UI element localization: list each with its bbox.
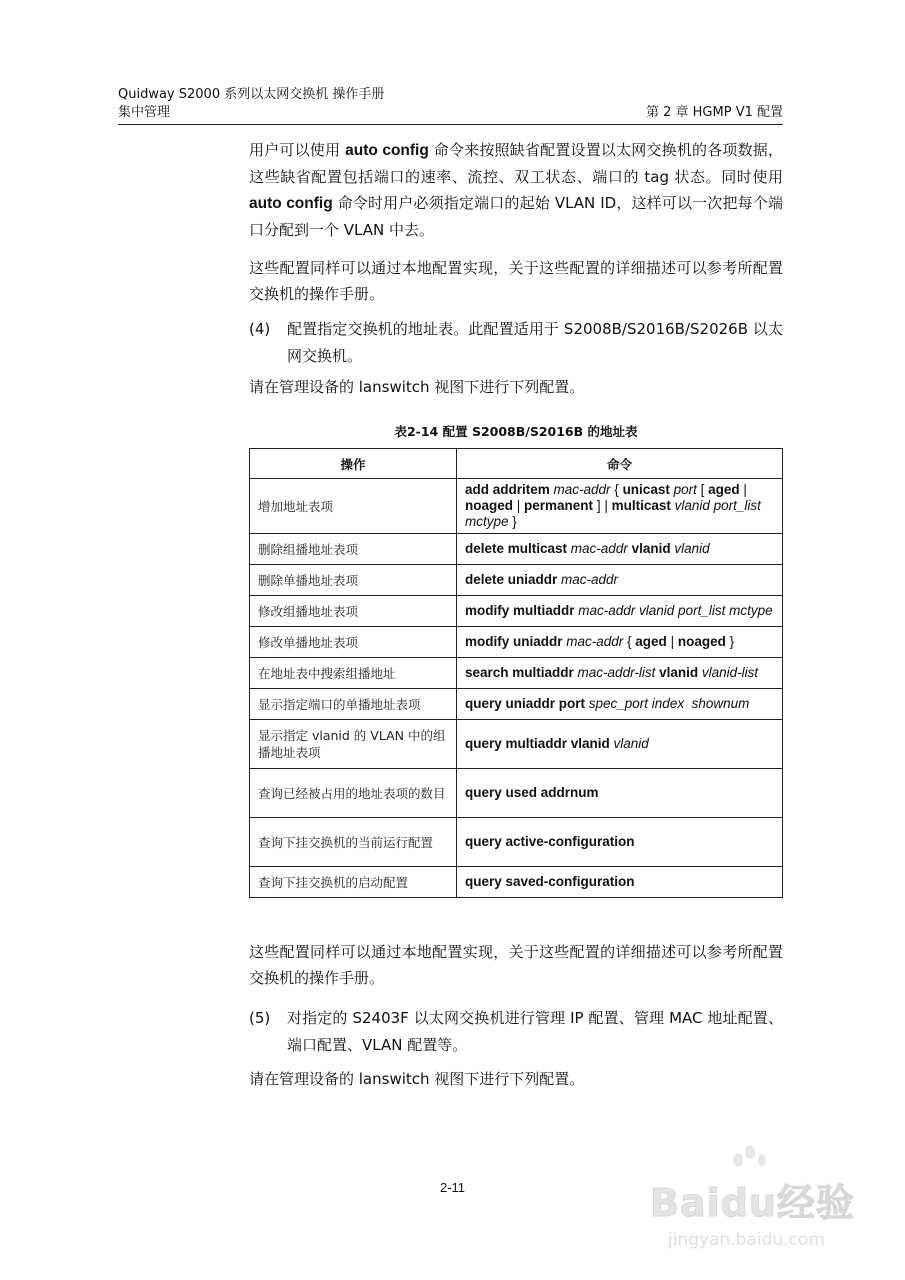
command-keyword: query used addrnum	[465, 785, 599, 800]
command-keyword: query saved-configuration	[465, 874, 635, 889]
table-row	[250, 769, 783, 818]
command-keyword: modify multiaddr	[465, 603, 575, 618]
numbered-item-5	[249, 1005, 783, 1059]
table-row	[250, 689, 783, 720]
command-keyword: query active-configuration	[465, 834, 635, 849]
table-row	[250, 720, 783, 769]
cell-operation: 删除组播地址表项	[250, 534, 457, 565]
command-syntax: ] |	[593, 498, 612, 513]
header-rule	[118, 124, 783, 125]
command-syntax: |	[513, 498, 525, 513]
item-text: 对指定的 S2403F 以太网交换机进行管理 IP 配置、管理 MAC 地址配置、端口配置、VLAN 配置等。	[287, 1009, 783, 1054]
cell-operation: 修改组播地址表项	[250, 596, 457, 627]
table-row	[250, 658, 783, 689]
command-argument: mac-addr vlanid port_list mctype	[574, 603, 773, 618]
watermark-url: jingyan.baidu.com	[668, 1230, 825, 1250]
watermark-brand: Baidu经验	[650, 1181, 855, 1225]
para1-text-1: 用户可以使用	[249, 141, 346, 159]
cell-operation: 显示指定端口的单播地址表项	[250, 689, 457, 720]
cell-command	[457, 818, 783, 867]
command-argument: vlanid-list	[698, 665, 759, 680]
cell-operation: 修改单播地址表项	[250, 627, 457, 658]
cell-operation: 查询已经被占用的地址表项的数目	[250, 769, 457, 818]
command-argument: spec_port index shownum	[585, 696, 750, 711]
command-keyword: vlanid	[627, 541, 671, 556]
table-row	[250, 534, 783, 565]
command-argument: vlanid	[670, 541, 710, 556]
table-row	[250, 627, 783, 658]
paragraph-local-config-note-2: 这些配置同样可以通过本地配置实现，关于这些配置的详细描述可以参考所配置交换机的操作手册。	[249, 943, 783, 987]
cell-command	[457, 720, 783, 769]
page-number: 2-11	[439, 1180, 466, 1195]
keyword-auto-config: auto config	[345, 142, 429, 159]
command-syntax: |	[666, 634, 678, 649]
command-keyword: aged	[635, 634, 667, 649]
header-command: 命令	[457, 449, 783, 479]
table-row	[250, 479, 783, 534]
command-keyword: noaged	[465, 498, 514, 513]
command-syntax: {	[623, 634, 636, 649]
command-keyword: delete uniaddr	[465, 572, 558, 587]
item-number: (4)	[249, 320, 271, 338]
command-argument: mac-addr	[557, 572, 619, 587]
table-header-row	[250, 449, 783, 479]
para1-text-3: 命令时用户必须指定端口的起始 VLAN ID，这样可以一次把每个端口分配到一个 VLAN 中去。	[249, 194, 783, 239]
paragraph-local-config-note: 这些配置同样可以通过本地配置实现，关于这些配置的详细描述可以参考所配置交换机的操作手册。	[249, 259, 783, 303]
header-doc-title: Quidway S2000 系列以太网交换机 操作手册	[118, 87, 385, 102]
numbered-item-4	[249, 316, 783, 370]
cell-operation: 显示指定 vlanid 的 VLAN 中的组播地址表项	[250, 720, 457, 769]
cell-operation: 查询下挂交换机的启动配置	[250, 867, 457, 898]
command-syntax: }	[725, 634, 735, 649]
paragraph-view-instruction: 请在管理设备的 lanswitch 视图下进行下列配置。	[249, 378, 585, 396]
command-argument: vlanid	[609, 736, 649, 751]
command-keyword: modify uniaddr	[465, 634, 563, 649]
command-keyword: add addritem	[465, 482, 550, 497]
command-argument: mac-addr	[567, 541, 628, 556]
command-keyword: query multiaddr vlanid	[465, 736, 610, 751]
command-argument: port	[669, 482, 697, 497]
item-number: (5)	[249, 1009, 271, 1027]
cell-command	[457, 769, 783, 818]
cell-command	[457, 627, 783, 658]
item-text: 配置指定交换机的地址表。此配置适用于 S2008B/S2016B/S2026B 以太网交换机。	[287, 320, 783, 365]
cell-operation: 在地址表中搜索组播地址	[250, 658, 457, 689]
cell-command	[457, 658, 783, 689]
command-argument: mac-addr	[562, 634, 624, 649]
table-caption: 表2-14 配置 S2008B/S2016B 的地址表	[394, 424, 638, 439]
cell-command	[457, 534, 783, 565]
cell-operation: 增加地址表项	[250, 479, 457, 534]
paragraph-view-instruction-2: 请在管理设备的 lanswitch 视图下进行下列配置。	[249, 1070, 585, 1088]
command-keyword: permanent	[524, 498, 594, 513]
cell-command	[457, 867, 783, 898]
para1-text-2: 命令来按照缺省配置设置以太网交换机的各项数据，这些缺省配置包括端口的速率、流控、双工状态、端口的 tag 状态。同时使用	[249, 141, 783, 186]
keyword-auto-config-2: auto config	[249, 195, 333, 212]
command-syntax: {	[610, 482, 623, 497]
cell-operation: 查询下挂交换机的当前运行配置	[250, 818, 457, 867]
command-argument: mac-addr	[549, 482, 611, 497]
command-syntax: }	[508, 514, 517, 529]
command-keyword: unicast	[622, 482, 670, 497]
command-keyword: vlanid	[655, 665, 699, 680]
baidu-watermark	[646, 1140, 856, 1270]
table-row	[250, 565, 783, 596]
cell-command	[457, 565, 783, 596]
command-syntax: [	[696, 482, 709, 497]
command-keyword: aged	[708, 482, 740, 497]
table-row	[250, 867, 783, 898]
command-keyword: search multiaddr	[465, 665, 574, 680]
command-syntax: |	[739, 482, 751, 497]
table-row	[250, 596, 783, 627]
table-row	[250, 818, 783, 867]
command-argument: mac-addr-list	[573, 665, 656, 680]
command-keyword: noaged	[677, 634, 726, 649]
command-keyword: query uniaddr port	[465, 696, 586, 711]
command-argument: vlanid port_list mctype	[465, 498, 765, 529]
cell-operation: 删除单播地址表项	[250, 565, 457, 596]
paragraph-auto-config	[249, 137, 783, 243]
cell-command	[457, 479, 783, 534]
command-keyword: delete multicast	[465, 541, 568, 556]
address-table	[249, 448, 783, 898]
cell-command	[457, 596, 783, 627]
cell-command	[457, 689, 783, 720]
command-keyword: multicast	[611, 498, 671, 513]
header-chapter: 第 2 章 HGMP V1 配置	[645, 105, 783, 120]
header-operation: 操作	[250, 449, 457, 479]
header-section: 集中管理	[118, 105, 171, 120]
